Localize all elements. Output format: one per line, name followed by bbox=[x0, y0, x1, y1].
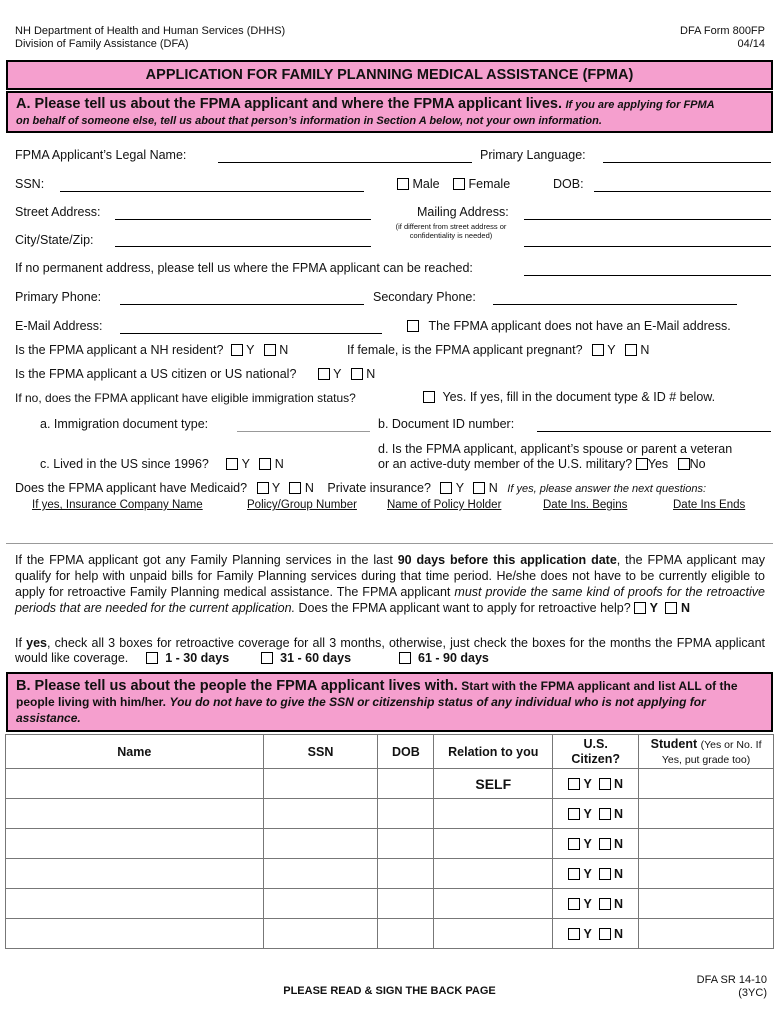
policy-number-label: Policy/Group Number bbox=[247, 499, 357, 511]
us-citizen-label: Is the FPMA applicant a US citizen or US national? bbox=[15, 367, 297, 381]
us-citizen-yes-checkbox[interactable] bbox=[318, 368, 330, 380]
yes-letter: Y bbox=[583, 896, 592, 911]
retro-months-paragraph bbox=[15, 636, 765, 666]
pregnant-label: If female, is the FPMA applicant pregnant? bbox=[347, 343, 583, 357]
dob-input[interactable] bbox=[594, 191, 771, 192]
street-address-label: Street Address: bbox=[15, 205, 101, 219]
citizen-no-checkbox[interactable] bbox=[599, 838, 611, 850]
name-cell[interactable] bbox=[6, 919, 264, 949]
retro-text-a: If the FPMA applicant got any Family Planning services in the last bbox=[15, 553, 393, 567]
ins-company-label: If yes, Insurance Company Name bbox=[32, 499, 203, 511]
mailing-city-input[interactable] bbox=[524, 246, 771, 247]
ssn-cell[interactable] bbox=[263, 769, 378, 799]
yes-letter: Y bbox=[455, 481, 464, 495]
lived-since-no-checkbox[interactable] bbox=[259, 458, 271, 470]
lived-since-label: c. Lived in the US since 1996? bbox=[40, 457, 209, 471]
medicaid-label: Does the FPMA applicant have Medicaid? bbox=[15, 481, 248, 495]
yes-letter: Y bbox=[583, 836, 592, 851]
table-row bbox=[6, 859, 774, 889]
relation-cell[interactable] bbox=[434, 829, 553, 859]
no-email-label: The FPMA applicant does not have an E-Mail address. bbox=[428, 319, 731, 333]
no-letter: N bbox=[279, 343, 289, 357]
section-divider bbox=[6, 543, 773, 544]
ins-begins-label: Date Ins. Begins bbox=[543, 499, 628, 511]
secondary-phone-label: Secondary Phone: bbox=[373, 290, 476, 304]
male-label: Male bbox=[412, 177, 440, 191]
yes-letter: Y bbox=[649, 601, 658, 615]
section-a-header bbox=[6, 91, 773, 133]
citizen-yes-checkbox[interactable] bbox=[568, 898, 580, 910]
mailing-address-label: Mailing Address: bbox=[417, 205, 509, 219]
male-checkbox[interactable] bbox=[397, 178, 409, 190]
medicaid-no-checkbox[interactable] bbox=[289, 482, 301, 494]
yes-letter: Y bbox=[246, 343, 255, 357]
col-student-note-2: Yes, put grade too) bbox=[661, 753, 751, 766]
table-row bbox=[6, 799, 774, 829]
no-letter: N bbox=[680, 601, 690, 615]
veteran-no-checkbox[interactable] bbox=[678, 458, 690, 470]
dob-cell[interactable] bbox=[378, 769, 434, 799]
email-input[interactable] bbox=[120, 333, 382, 334]
veteran-label-1: d. Is the FPMA applicant, applicant’s spouse or parent a veteran bbox=[378, 442, 733, 456]
doc-type-input[interactable] bbox=[237, 431, 370, 432]
yes-letter: Y bbox=[271, 481, 280, 495]
city-state-zip-label: City/State/Zip: bbox=[15, 233, 94, 247]
pregnant-no-checkbox[interactable] bbox=[625, 344, 637, 356]
dob-cell[interactable] bbox=[378, 889, 434, 919]
student-cell[interactable] bbox=[639, 769, 774, 799]
table-row bbox=[6, 919, 774, 949]
retro-yes-checkbox[interactable] bbox=[634, 602, 646, 614]
relation-cell[interactable] bbox=[434, 919, 553, 949]
no-letter: N bbox=[640, 343, 650, 357]
city-state-zip-input[interactable] bbox=[115, 246, 371, 247]
student-cell[interactable] bbox=[639, 889, 774, 919]
citizen-no-checkbox[interactable] bbox=[599, 898, 611, 910]
citizen-no-checkbox[interactable] bbox=[599, 808, 611, 820]
veteran-no-label: No bbox=[689, 457, 706, 471]
range-3-label: 61 - 90 days bbox=[418, 651, 489, 665]
immigration-yes-label: Yes. If yes, fill in the document type & ID # below. bbox=[442, 390, 716, 404]
table-row bbox=[6, 769, 774, 799]
secondary-phone-input[interactable] bbox=[493, 304, 737, 305]
ssn-label: SSN: bbox=[15, 177, 45, 191]
col-student-note-1: (Yes or No. If bbox=[700, 738, 762, 751]
citizen-yes-checkbox[interactable] bbox=[568, 838, 580, 850]
ssn-cell[interactable] bbox=[263, 919, 378, 949]
student-cell[interactable] bbox=[639, 829, 774, 859]
col-student-label: Student bbox=[650, 736, 698, 751]
student-cell[interactable] bbox=[639, 799, 774, 829]
retro-paragraph bbox=[15, 552, 765, 616]
col-ssn: SSN bbox=[263, 735, 378, 769]
retro-text-c: , the FPMA applicant may qualify for help with unpaid bills for Family Planning services during that time period. He/she does not have to be currently eligible to apply for retroactive Family Planning medical assistance. The FPMA applicant bbox=[15, 553, 765, 599]
relation-cell: SELF bbox=[434, 769, 553, 799]
no-letter: N bbox=[614, 836, 624, 851]
retro-question: Does the FPMA applicant want to apply for retroactive help? bbox=[298, 601, 631, 615]
dob-cell[interactable] bbox=[378, 859, 434, 889]
range-1-checkbox[interactable] bbox=[146, 652, 158, 664]
ssn-cell[interactable] bbox=[263, 859, 378, 889]
yes-letter: Y bbox=[583, 866, 592, 881]
no-letter: N bbox=[614, 896, 624, 911]
yes-letter: Y bbox=[241, 457, 250, 471]
footer-copies: (3YC) bbox=[738, 987, 767, 999]
policy-holder-label: Name of Policy Holder bbox=[387, 499, 502, 511]
us-citizen-no-checkbox[interactable] bbox=[351, 368, 363, 380]
primary-phone-label: Primary Phone: bbox=[15, 290, 102, 304]
title-bar bbox=[6, 60, 773, 90]
immigration-yes-checkbox[interactable] bbox=[423, 391, 435, 403]
form-number: DFA Form 800FP bbox=[680, 25, 765, 37]
doc-id-label: b. Document ID number: bbox=[378, 417, 515, 431]
section-b-text-2: You do not have to give the SSN or citizenship status of any individual who is not applying for assistance. bbox=[16, 695, 706, 725]
no-letter: N bbox=[488, 481, 498, 495]
veteran-yes-checkbox[interactable] bbox=[636, 458, 648, 470]
col-citizen-line2: Citizen? bbox=[571, 751, 620, 766]
citizen-no-checkbox[interactable] bbox=[599, 778, 611, 790]
name-cell[interactable] bbox=[6, 799, 264, 829]
section-a-note-2: on behalf of someone else, tell us about that person’s information in Section A below, not your own information. bbox=[16, 115, 602, 127]
private-insurance-yes-checkbox[interactable] bbox=[440, 482, 452, 494]
nh-resident-label: Is the FPMA applicant a NH resident? bbox=[15, 343, 224, 357]
table-row bbox=[6, 829, 774, 859]
private-insurance-no-checkbox[interactable] bbox=[473, 482, 485, 494]
relation-cell[interactable] bbox=[434, 889, 553, 919]
citizen-no-checkbox[interactable] bbox=[599, 868, 611, 880]
footer-code: DFA SR 14-10 bbox=[696, 974, 767, 986]
col-citizen bbox=[553, 735, 639, 769]
no-letter: N bbox=[614, 866, 624, 881]
yes-letter: Y bbox=[607, 343, 616, 357]
pregnant-yes-checkbox[interactable] bbox=[592, 344, 604, 356]
no-letter: N bbox=[614, 776, 624, 791]
section-a-heading: A. Please tell us about the FPMA applicant and where the FPMA applicant lives. bbox=[16, 96, 563, 112]
section-b-heading: B. Please tell us about the people the FPMA applicant lives with. bbox=[16, 678, 458, 694]
name-cell[interactable] bbox=[6, 769, 264, 799]
dob-cell[interactable] bbox=[378, 829, 434, 859]
range-1-label: 1 - 30 days bbox=[165, 651, 230, 665]
section-b-header bbox=[6, 672, 773, 732]
mailing-note-2: confidentiality is needed) bbox=[409, 231, 493, 240]
nh-resident-yes-checkbox[interactable] bbox=[231, 344, 243, 356]
dob-cell[interactable] bbox=[378, 919, 434, 949]
form-title: APPLICATION FOR FAMILY PLANNING MEDICAL ASSISTANCE (FPMA) bbox=[145, 67, 634, 83]
table-row bbox=[6, 889, 774, 919]
household-table bbox=[5, 734, 774, 949]
insurance-note: If yes, please answer the next questions: bbox=[507, 483, 707, 495]
retro-if: If bbox=[15, 636, 22, 650]
yes-letter: Y bbox=[583, 776, 592, 791]
yes-letter: Y bbox=[583, 926, 592, 941]
retro-text-italic: must provide the same kind of proofs for the retroactive periods that are needed for the current application. bbox=[15, 585, 765, 615]
range-2-label: 31 - 60 days bbox=[280, 651, 352, 665]
retro-yes-word: yes bbox=[26, 636, 47, 650]
mailing-address-input[interactable] bbox=[524, 219, 771, 220]
agency-line-2: Division of Family Assistance (DFA) bbox=[15, 38, 189, 50]
name-cell[interactable] bbox=[6, 859, 264, 889]
form-date: 04/14 bbox=[737, 38, 765, 50]
retro-months-text: , check all 3 boxes for retroactive coverage for all 3 months, otherwise, just check the boxes for the months the FPMA applicant would like coverage. bbox=[15, 636, 765, 665]
private-insurance-label: Private insurance? bbox=[327, 481, 431, 495]
lived-since-yes-checkbox[interactable] bbox=[226, 458, 238, 470]
name-cell[interactable] bbox=[6, 829, 264, 859]
ins-ends-label: Date Ins Ends bbox=[673, 499, 746, 511]
yes-letter: Y bbox=[583, 806, 592, 821]
yes-letter: Y bbox=[333, 367, 342, 381]
col-citizen-line1: U.S. bbox=[583, 736, 608, 751]
retro-text-bold: 90 days before this application date bbox=[397, 553, 617, 567]
table-header-row bbox=[6, 735, 774, 769]
ssn-input[interactable] bbox=[60, 191, 364, 192]
footer-instruction: PLEASE READ & SIGN THE BACK PAGE bbox=[283, 985, 496, 997]
doc-id-input[interactable] bbox=[537, 431, 771, 432]
retro-no-checkbox[interactable] bbox=[665, 602, 677, 614]
ssn-cell[interactable] bbox=[263, 829, 378, 859]
ssn-cell[interactable] bbox=[263, 799, 378, 829]
citizen-yes-checkbox[interactable] bbox=[568, 928, 580, 940]
legal-name-label: FPMA Applicant’s Legal Name: bbox=[15, 148, 187, 162]
col-student bbox=[639, 735, 774, 769]
primary-phone-input[interactable] bbox=[120, 304, 364, 305]
female-label: Female bbox=[468, 177, 511, 191]
col-name: Name bbox=[6, 735, 264, 769]
no-letter: N bbox=[366, 367, 376, 381]
dob-label: DOB: bbox=[553, 177, 584, 191]
col-relation: Relation to you bbox=[434, 735, 553, 769]
range-2-checkbox[interactable] bbox=[261, 652, 273, 664]
no-letter: N bbox=[304, 481, 314, 495]
no-permanent-input[interactable] bbox=[524, 275, 771, 276]
name-cell[interactable] bbox=[6, 889, 264, 919]
no-letter: N bbox=[274, 457, 284, 471]
legal-name-input[interactable] bbox=[218, 162, 472, 163]
no-permanent-label: If no permanent address, please tell us where the FPMA applicant can be reached: bbox=[15, 261, 473, 275]
col-dob: DOB bbox=[378, 735, 434, 769]
agency-line-1: NH Department of Health and Human Services (DHHS) bbox=[15, 25, 286, 37]
citizen-yes-checkbox[interactable] bbox=[568, 778, 580, 790]
ssn-cell[interactable] bbox=[263, 889, 378, 919]
section-a-note-1: If you are applying for FPMA bbox=[565, 99, 715, 111]
no-letter: N bbox=[614, 806, 624, 821]
student-cell[interactable] bbox=[639, 859, 774, 889]
dob-cell[interactable] bbox=[378, 799, 434, 829]
street-address-input[interactable] bbox=[115, 219, 371, 220]
no-email-checkbox[interactable] bbox=[407, 320, 419, 332]
citizen-no-checkbox[interactable] bbox=[599, 928, 611, 940]
no-letter: N bbox=[614, 926, 624, 941]
student-cell[interactable] bbox=[639, 919, 774, 949]
range-3-checkbox[interactable] bbox=[399, 652, 411, 664]
veteran-label-2: or an active-duty member of the U.S. military? bbox=[378, 457, 633, 471]
mailing-note-1: (if different from street address or bbox=[395, 222, 507, 231]
email-label: E-Mail Address: bbox=[15, 319, 103, 333]
nh-resident-no-checkbox[interactable] bbox=[264, 344, 276, 356]
relation-cell[interactable] bbox=[434, 799, 553, 829]
citizen-yes-checkbox[interactable] bbox=[568, 868, 580, 880]
female-checkbox[interactable] bbox=[453, 178, 465, 190]
medicaid-yes-checkbox[interactable] bbox=[257, 482, 269, 494]
section-b-text-1: Start with the FPMA applicant and list ALL of the people living with him/her. bbox=[16, 679, 738, 709]
citizen-yes-checkbox[interactable] bbox=[568, 808, 580, 820]
relation-cell[interactable] bbox=[434, 859, 553, 889]
doc-type-label: a. Immigration document type: bbox=[40, 417, 209, 431]
primary-language-input[interactable] bbox=[603, 162, 771, 163]
veteran-yes-label: Yes bbox=[647, 457, 669, 471]
immigration-status-label: If no, does the FPMA applicant have eligible immigration status? bbox=[15, 391, 356, 405]
primary-language-label: Primary Language: bbox=[480, 148, 586, 162]
